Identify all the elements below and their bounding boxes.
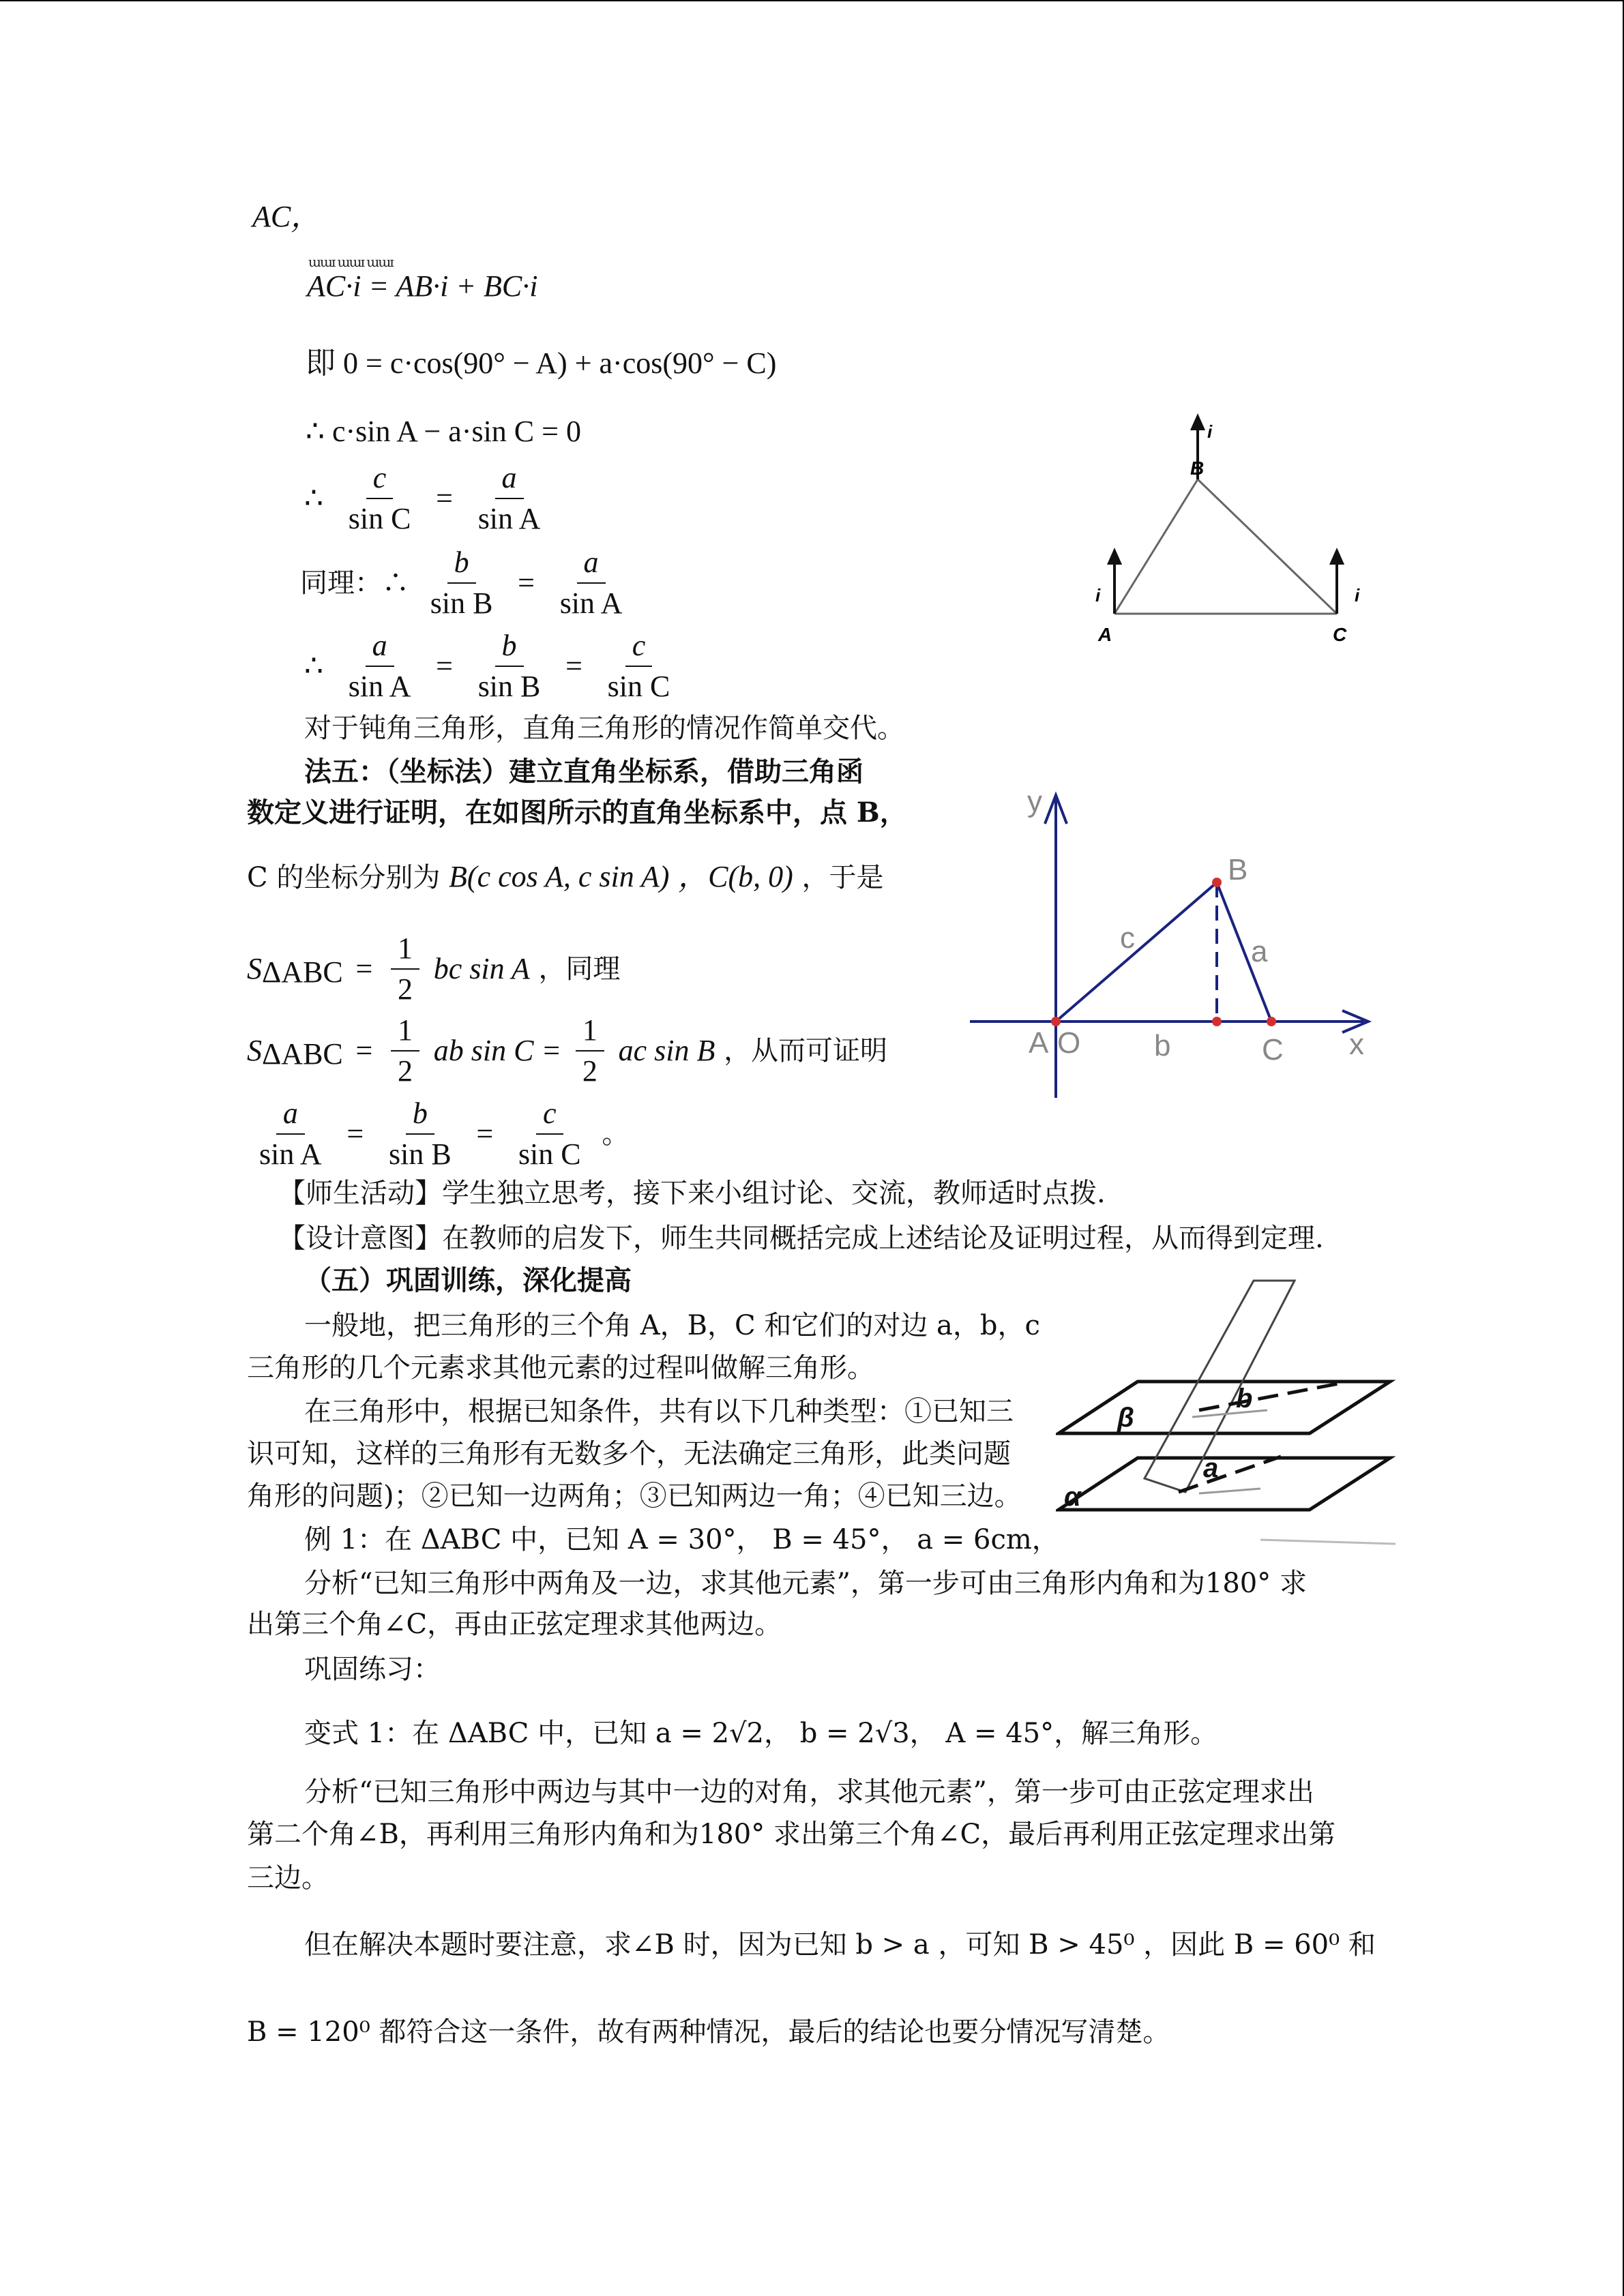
variant-1: 变式 1：在 ΔABC 中，已知 a = 2√2， b = 2√3， A = 45°，解三角形。 bbox=[304, 1718, 1218, 1749]
analysis2-line3: 三边。 bbox=[247, 1862, 329, 1894]
line-a-label: a bbox=[1203, 1453, 1219, 1483]
point-a bbox=[1051, 1017, 1061, 1026]
vertex-a-label: A bbox=[1098, 624, 1112, 645]
vector-i-label-a: i bbox=[1095, 585, 1101, 606]
teacher-activity: 【师生活动】学生独立思考，接下来小组讨论、交流，教师适时点拨. bbox=[278, 1178, 1106, 1209]
analysis2-line2: 第二个角∠B，再利用三角形内角和为180° 求出第三个角∠C，最后再利用正弦定理求出第 bbox=[247, 1819, 1336, 1850]
point-b bbox=[1212, 878, 1222, 887]
design-intent: 【设计意图】在教师的启发下，师生共同概括完成上述结论及证明过程，从而得到定理. bbox=[278, 1223, 1324, 1254]
side-c-label: c bbox=[1120, 921, 1135, 955]
area-formula-2: $S_{\Delta ABC}$ = $\frac{1}{2}$ ab sin C = $\frac{1}{2}$ ac sin B ，从而可证明 bbox=[247, 1011, 887, 1091]
beta-label: β bbox=[1117, 1403, 1134, 1433]
foot-point bbox=[1212, 1017, 1222, 1026]
sine-difference-equation: ∴ c·sin A − a·sin C = 0 bbox=[306, 415, 581, 448]
practice-label: 巩固练习： bbox=[304, 1654, 441, 1685]
alpha-label: α bbox=[1064, 1482, 1081, 1512]
ac-label: AC， bbox=[252, 200, 321, 233]
method5-title-line1: 法五：（坐标法）建立直角坐标系，借助三角函 bbox=[304, 756, 863, 788]
vertex-c-label: C bbox=[1333, 624, 1347, 645]
fraction-b-over-sinb: $\frac{b}{\text{sin B}}$ bbox=[424, 543, 500, 623]
section5-heading: （五）巩固训练，深化提高 bbox=[304, 1264, 632, 1296]
triangle-types-line2: 识可知，这样的三角形有无数多个，无法确定三角形，此类问题 bbox=[247, 1438, 1011, 1470]
fraction-a-over-sina-2: $\frac{a}{\text{sin A}}$ bbox=[553, 543, 630, 623]
analysis1-line1: 分析“已知三角形中两角及一边，求其他元素”，第一步可由三角形内角和为180° 求 bbox=[304, 1568, 1307, 1599]
coords-line: C 的坐标分别为 B(c cos A, c sin A) ，C(b, 0) ，于是 bbox=[247, 860, 884, 893]
dot-product-equation: AC·i = AB·i + BC·i bbox=[307, 269, 538, 303]
example-1: 例 1：在 ΔABC 中，已知 A = 30°， B = 45°， a = 6cm， bbox=[304, 1524, 1059, 1555]
ratio-ba-equation: 同理：∴ $\frac{b}{\text{sin B}}$ = $\frac{a}{\text{sin A}}$ bbox=[300, 543, 634, 623]
coord-c: ，C(b, 0) bbox=[678, 860, 793, 893]
vector-i-label-c: i bbox=[1355, 585, 1360, 606]
obtuse-note: 对于钝角三角形，直角三角形的情况作简单交代。 bbox=[304, 713, 904, 744]
origin-o-label: O bbox=[1057, 1026, 1081, 1060]
projection-equation: 即 0 = c·cos(90° − A) + a·cos(90° − C) bbox=[306, 346, 777, 380]
solve-triangle-def-line1: 一般地，把三角形的三个角 A，B，C 和它们的对边 a，b，c bbox=[304, 1310, 1040, 1341]
angle-note-line2: B = 120⁰ 都符合这一条件，故有两种情况，最后的结论也要分情况写清楚。 bbox=[247, 2016, 1170, 2048]
area-formula-1: $S_{\Delta ABC}$ = $\frac{1}{2}$ bc sin A ，同理 bbox=[247, 929, 620, 1009]
origin-a-label: A bbox=[1029, 1026, 1049, 1060]
analysis1-line2: 出第三个角∠C，再由正弦定理求其他两边。 bbox=[247, 1609, 782, 1640]
x-axis-label: x bbox=[1349, 1028, 1364, 1061]
triangle-vector-figure bbox=[1071, 409, 1391, 655]
line-b-label: b bbox=[1236, 1384, 1253, 1414]
side-a-label: a bbox=[1251, 935, 1268, 968]
point-c bbox=[1267, 1017, 1276, 1026]
coordinate-figure bbox=[962, 784, 1385, 1105]
law-of-sines-equation: ∴ $\frac{a}{\text{sin A}}$ = $\frac{b}{\text{sin B}}$ = $\frac{c}{\text{sin C}}$ bbox=[300, 626, 682, 706]
planes-figure bbox=[1056, 1274, 1397, 1547]
triangle-types-line1: 在三角形中，根据已知条件，共有以下几种类型：①已知三 bbox=[304, 1396, 1014, 1427]
vector-arrow-marks: ɯɯɪ ɯɯɪ ɯɯɪ bbox=[308, 254, 393, 270]
vertex-b-label: B bbox=[1190, 458, 1205, 479]
y-axis-label: y bbox=[1027, 785, 1042, 818]
vector-i-label-b: i bbox=[1207, 421, 1213, 442]
solve-triangle-def-line2: 三角形的几个元素求其他元素的过程叫做解三角形。 bbox=[247, 1352, 874, 1384]
vertex-c-label: C bbox=[1262, 1033, 1284, 1067]
therefore-symbol: ∴ bbox=[304, 481, 323, 515]
law-of-sines-conclusion: $\frac{a}{\text{sin A}}$ = $\frac{b}{\text{sin B}}$ = $\frac{c}{\text{sin C}}$ 。 bbox=[247, 1094, 629, 1174]
angle-note-line1: 但在解决本题时要注意，求∠B 时，因为已知 b > a ，可知 B > 45⁰ ，因此 B = 60⁰ 和 bbox=[304, 1929, 1376, 1960]
fraction-c-over-sinc: $\frac{c}{\text{sin C}}$ bbox=[342, 458, 418, 539]
triangle-types-line3: 角形的问题)；②已知一边两角；③已知两边一角；④已知三边。 bbox=[247, 1480, 1022, 1512]
side-bc bbox=[1198, 479, 1337, 614]
side-c-segment bbox=[1056, 882, 1217, 1022]
side-ab bbox=[1114, 479, 1198, 614]
method5-title-line2: 数定义进行证明，在如图所示的直角坐标系中，点 B， bbox=[247, 796, 907, 829]
similarly-label: 同理：∴ bbox=[300, 567, 409, 599]
ratio-ca-equation: ∴ $\frac{c}{\text{sin C}}$ = $\frac{a}{\text{sin A}}$ bbox=[300, 458, 552, 539]
vertex-b-label: B bbox=[1228, 853, 1248, 886]
side-b-label: b bbox=[1154, 1029, 1171, 1062]
analysis2-line1: 分析“已知三角形中两边与其中一边的对角，求其他元素”，第一步可由正弦定理求出 bbox=[304, 1776, 1314, 1808]
fraction-a-over-sina: $\frac{a}{\text{sin A}}$ bbox=[471, 458, 548, 539]
coord-b: B(c cos A, c sin A) bbox=[449, 860, 670, 893]
